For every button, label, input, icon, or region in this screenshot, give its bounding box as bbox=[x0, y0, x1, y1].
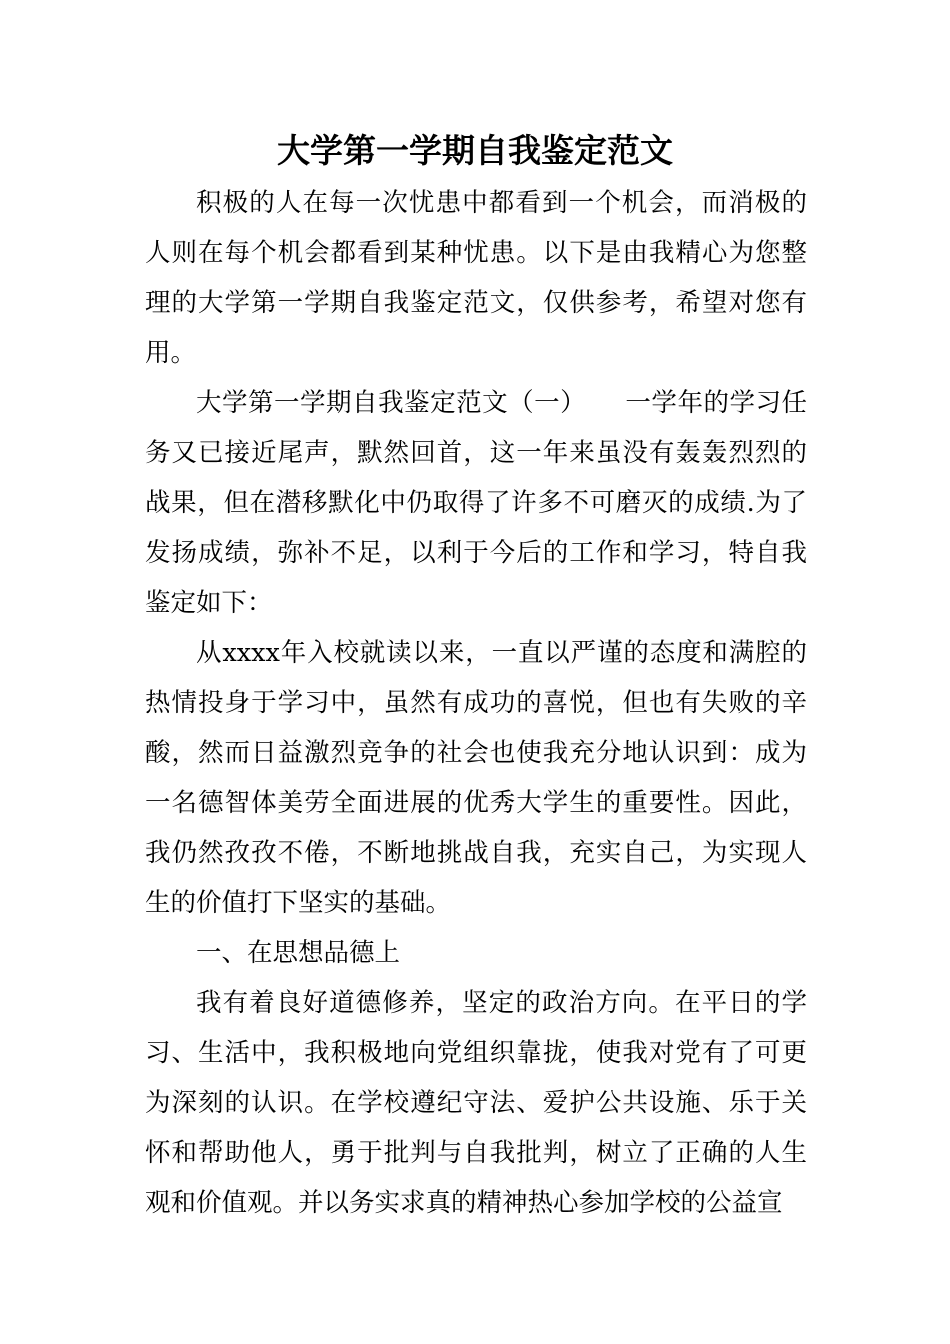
paragraph-intro: 积极的人在每一次忧患中都看到一个机会，而消极的人则在每个机会都看到某种忧患。以下是由我精心为您整理的大学第一学期自我鉴定范文，仅供参考，希望对您有用。 bbox=[145, 188, 807, 368]
paragraph-moral-cultivation: 我有着良好道德修养，坚定的政治方向。在平日的学习、生活中，我积极地向党组织靠拢，使我对党有了可更为深刻的认识。在学校遵纪守法、爱护公共设施、乐于关怀和帮助他人，勇于批判与自我批判，树立了正确的人生观和价值观。并以务实求真的精神热心参加学校的公益宣 bbox=[145, 988, 807, 1218]
paragraph-since-enrollment: 从xxxx年入校就读以来，一直以严谨的态度和满腔的热情投身于学习中，虽然有成功的喜悦，但也有失败的辛酸，然而日益激烈竞争的社会也使我充分地认识到：成为一名德智体美劳全面进展的优秀大学生的重要性。因此，我仍然孜孜不倦，不断地挑战自我，充实自己，为实现人生的价值打下坚实的基础。 bbox=[145, 638, 807, 918]
section-heading-ideology-morality: 一、在思想品德上 bbox=[196, 938, 401, 968]
document-title: 大学第一学期自我鉴定范文 bbox=[277, 131, 673, 170]
document-body bbox=[145, 178, 807, 1228]
paragraph-essay-one-opening: 大学第一学期自我鉴定范文（一） 一学年的学习任务又已接近尾声，默然回首，这一年来虽没有轰轰烈烈的战果，但在潜移默化中仍取得了许多不可磨灭的成绩.为了发扬成绩，弥补不足，以利于今后的工作和学习，特自我鉴定如下： bbox=[145, 388, 807, 618]
